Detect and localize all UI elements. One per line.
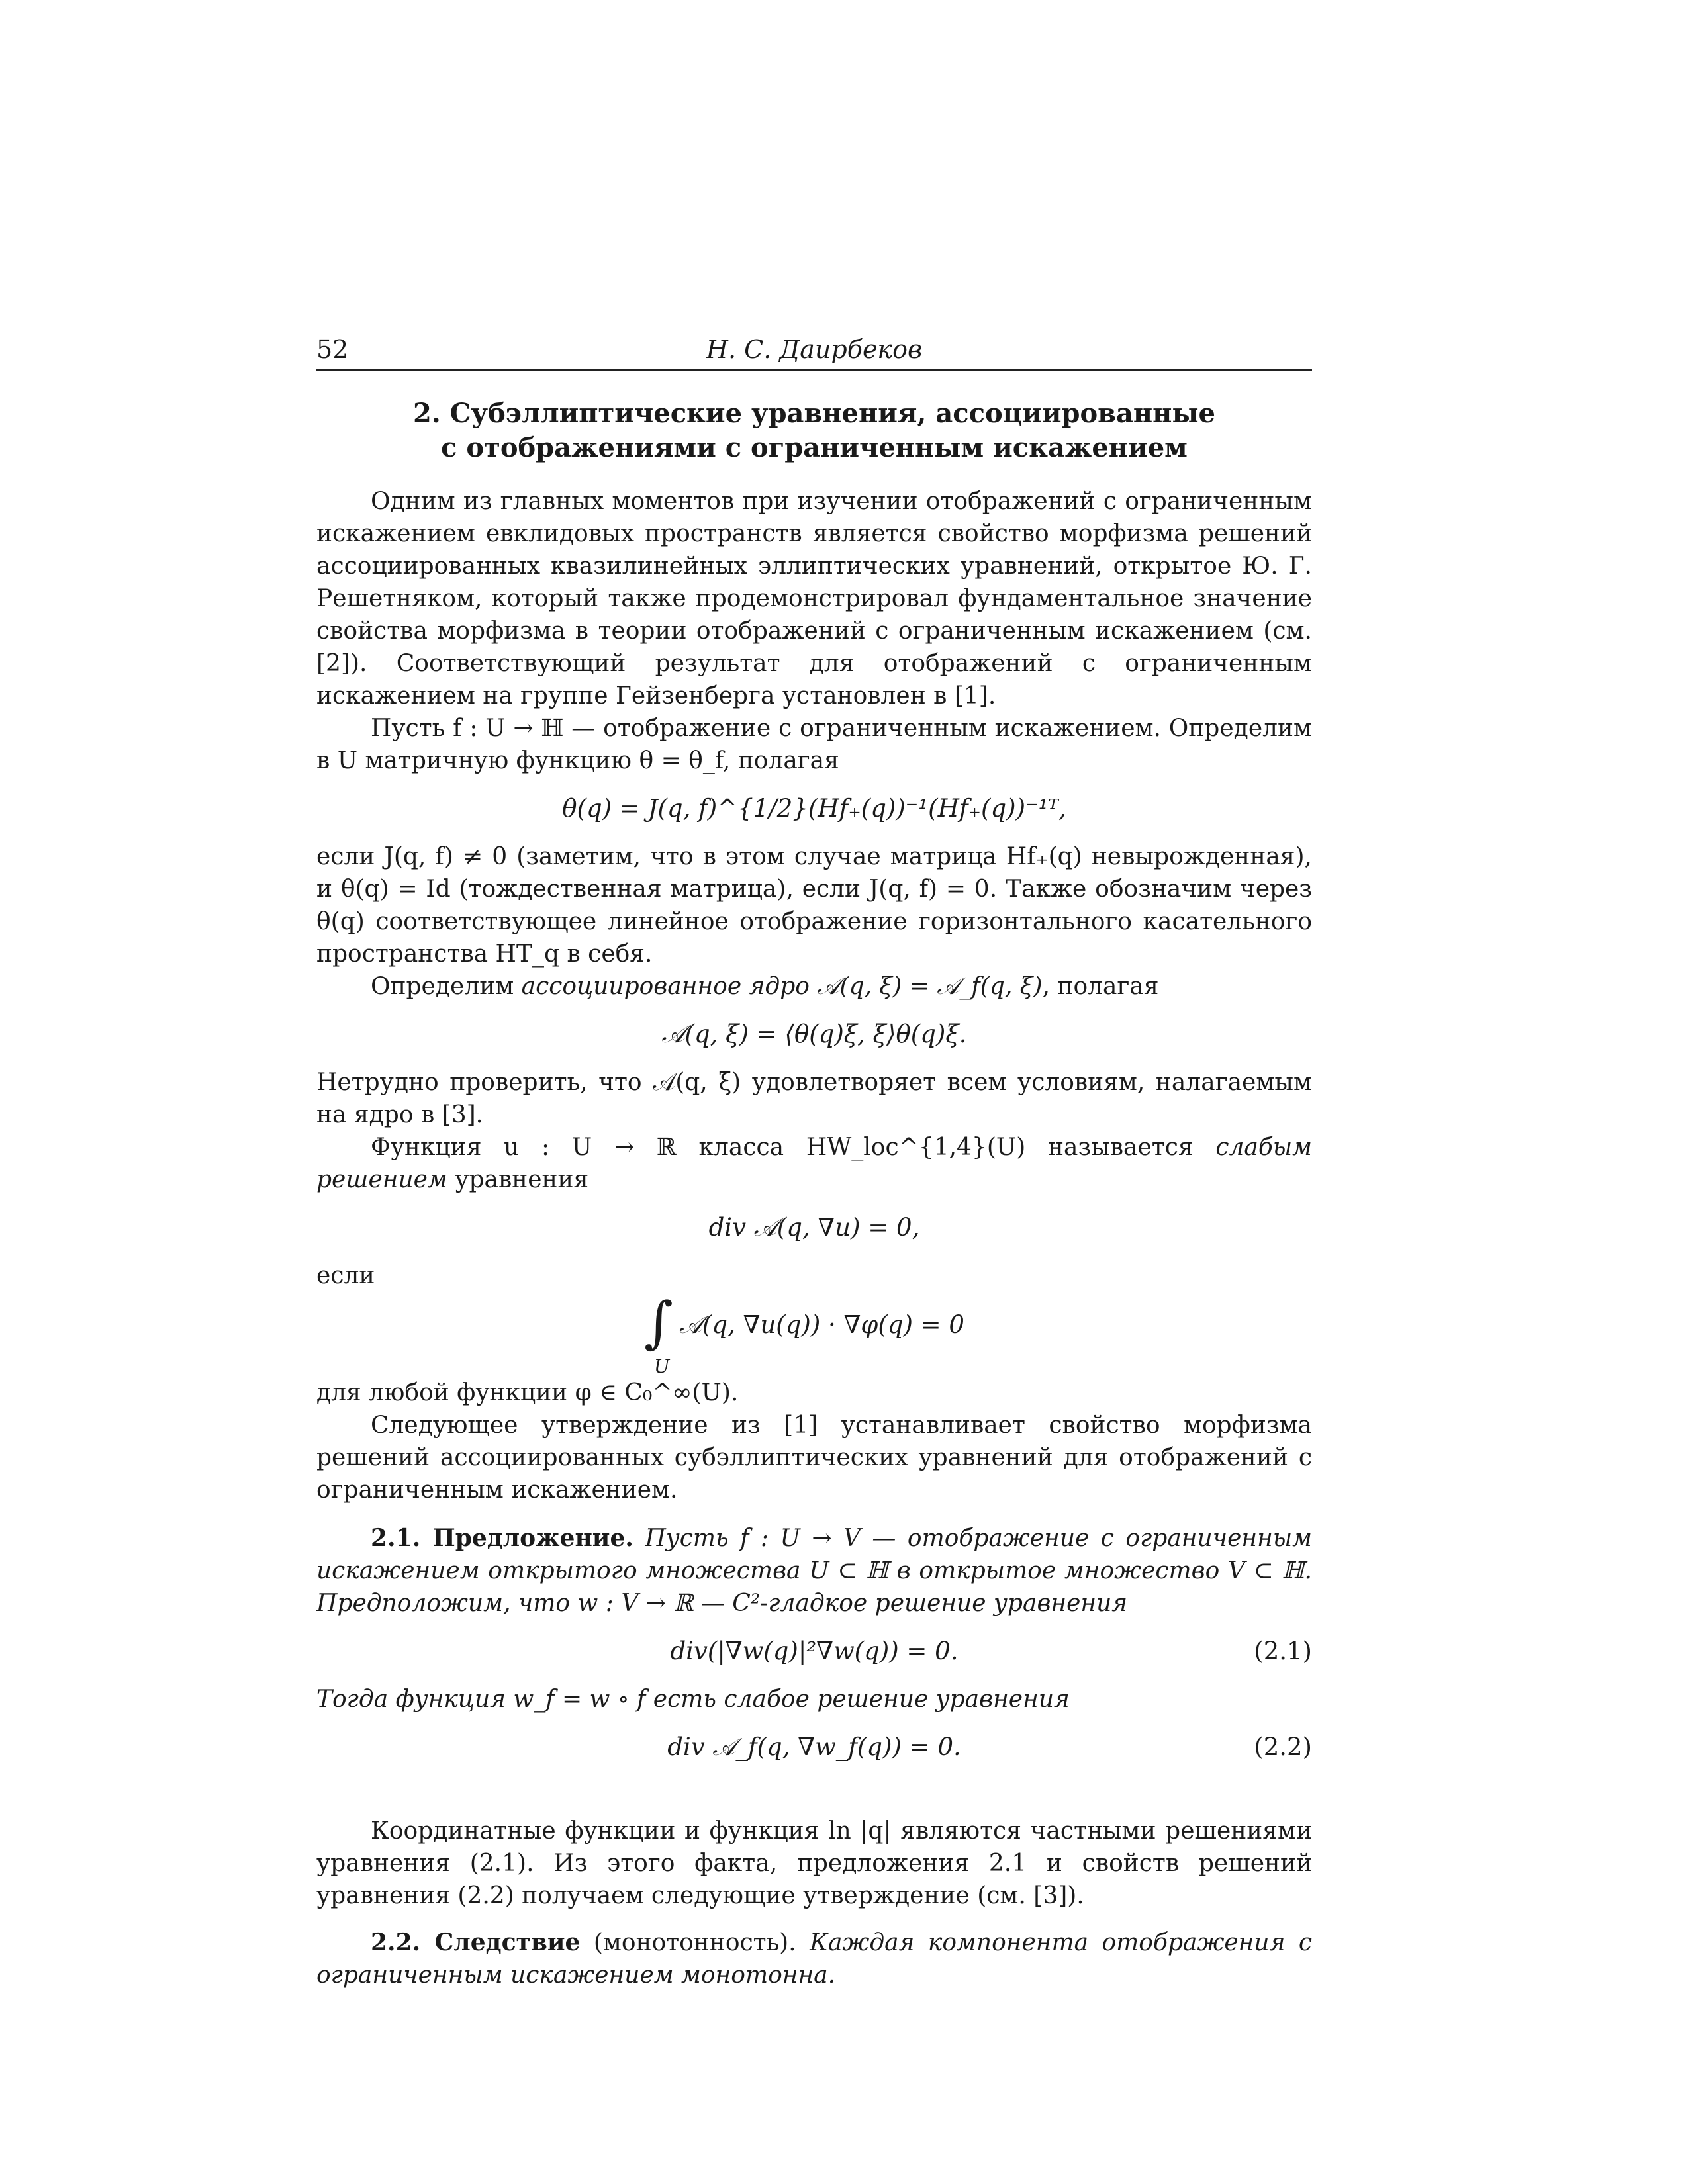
weak-solution-term: слабым решением xyxy=(316,1134,1312,1193)
formula-kernel: 𝒜(q, ξ) = ⟨θ(q)ξ, ξ⟩θ(q)ξ. xyxy=(661,1020,967,1048)
paragraph-intro: Одним из главных моментов при изучении отображений с ограниченным искажением евклидовых пространств является свойство морфизма решений ассоциированных квазилинейных эллиптических уравнений, открытое Ю. Г. Решетняком, который также продемонстрировал фундаментальное значение свойства морфизма в теории отображений с ограниченным искажением (см. [2]). Соответствующий результат для отображений с ограниченным искажением на группе Гейзенберга установлен в [1]. xyxy=(316,488,1312,709)
formula-2-2 xyxy=(316,1730,1312,1764)
paragraph-weak-solution xyxy=(316,1131,1312,1196)
corollary-2-2 xyxy=(316,1927,1312,1991)
formula-2-1-body: div(|∇w(q)|²∇w(q)) = 0. xyxy=(670,1637,959,1665)
proposition-label: 2.1. Предложение. xyxy=(371,1524,633,1552)
paragraph-definition-theta: Пусть f : U → ℍ — отображение с ограниченным искажением. Определим в U матричную функцию θ = θ_f, полагая xyxy=(316,715,1312,774)
paragraph-coordinate-functions: Координатные функции и функция ln |q| являются частными решениями уравнения (2.1). Из этого факта, предложения 2.1 и свойств решений уравнения (2.2) получаем следующие утверждение (см. [3]). xyxy=(316,1817,1312,1909)
page xyxy=(316,331,1312,1991)
paragraph-if: если xyxy=(316,1262,375,1289)
kernel-term: ассоциированное ядро 𝒜(q, ξ) = 𝒜_f(q, ξ) xyxy=(521,973,1043,1000)
proposition-body: Пусть f : U → V — отображение с ограниченным искажением открытого множества U ⊂ ℍ в открытое множество V ⊂ ℍ. Предположим, что w : V → ℝ — C²-гладкое решение уравнения xyxy=(316,1525,1313,1617)
proposition-2-1 xyxy=(316,1522,1312,1619)
section-title-line2: с отображениями с ограниченным искажением xyxy=(441,432,1188,463)
formula-2-1 xyxy=(316,1634,1312,1668)
section-title-line1: 2. Субэллиптические уравнения, ассоциированные xyxy=(413,398,1215,429)
corollary-body: Каждая компонента отображения с ограниченным искажением монотонна. xyxy=(316,1929,1312,1989)
spacer xyxy=(316,1912,1312,1927)
page-number: 52 xyxy=(316,335,349,364)
integral-sign: ∫ xyxy=(644,1290,673,1355)
weak-solution-text-after: уравнения xyxy=(447,1166,589,1193)
proposition-conclusion: Тогда функция w_f = w ∘ f есть слабое решение уравнения xyxy=(316,1686,1070,1713)
formula-2-2-body: div 𝒜_f(q, ∇w_f(q)) = 0. xyxy=(667,1733,961,1761)
paragraph-test-function: для любой функции φ ∈ C₀^∞(U). xyxy=(316,1379,739,1406)
running-head-author: Н. С. Даирбеков xyxy=(706,335,923,364)
formula-integral xyxy=(316,1290,1312,1377)
formula-div-equation: div 𝒜(q, ∇u) = 0, xyxy=(708,1213,920,1242)
paragraph-kernel-check: Нетрудно проверить, что 𝒜(q, ξ) удовлетворяет всем условиям, налагаемым на ядро в [3]. xyxy=(316,1069,1312,1128)
kernel-text-after: , полагая xyxy=(1042,973,1159,1000)
paragraph-theta-conditions: если J(q, f) ≠ 0 (заметим, что в этом случае матрица Hf₊(q) невырожденная), и θ(q) = Id (тождественная матрица), если J(q, f) = 0. Также обозначим через θ(q) соответствующее линейное отображение горизонтального касательного пространства HT_q в себя. xyxy=(316,843,1312,968)
spacer xyxy=(316,1779,1312,1815)
section-title xyxy=(316,396,1312,465)
integral-body: 𝒜(q, ∇u(q)) · ∇φ(q) = 0 xyxy=(679,1310,964,1339)
corollary-label: 2.2. Следствие xyxy=(371,1929,581,1956)
corollary-note: (монотонность). xyxy=(580,1929,810,1956)
kernel-text-before: Определим xyxy=(371,973,522,1000)
formula-theta: θ(q) = J(q, f)^{1/2}(Hf₊(q))⁻¹(Hf₊(q))⁻¹ᵀ, xyxy=(562,794,1066,823)
paragraph-morphism-statement: Следующее утверждение из [1] устанавливает свойство морфизма решений ассоциированных субэллиптических уравнений для отображений с ограниченным искажением. xyxy=(316,1412,1312,1504)
equation-number-2-1: (2.1) xyxy=(1254,1637,1312,1665)
weak-solution-text-before: Функция u : U → ℝ класса HW_loc^{1,4}(U) называется xyxy=(371,1134,1216,1161)
running-head xyxy=(316,331,1312,371)
equation-number-2-2: (2.2) xyxy=(1254,1733,1312,1761)
integral-domain: U xyxy=(654,1355,670,1377)
paragraph-kernel-definition xyxy=(316,970,1312,1003)
